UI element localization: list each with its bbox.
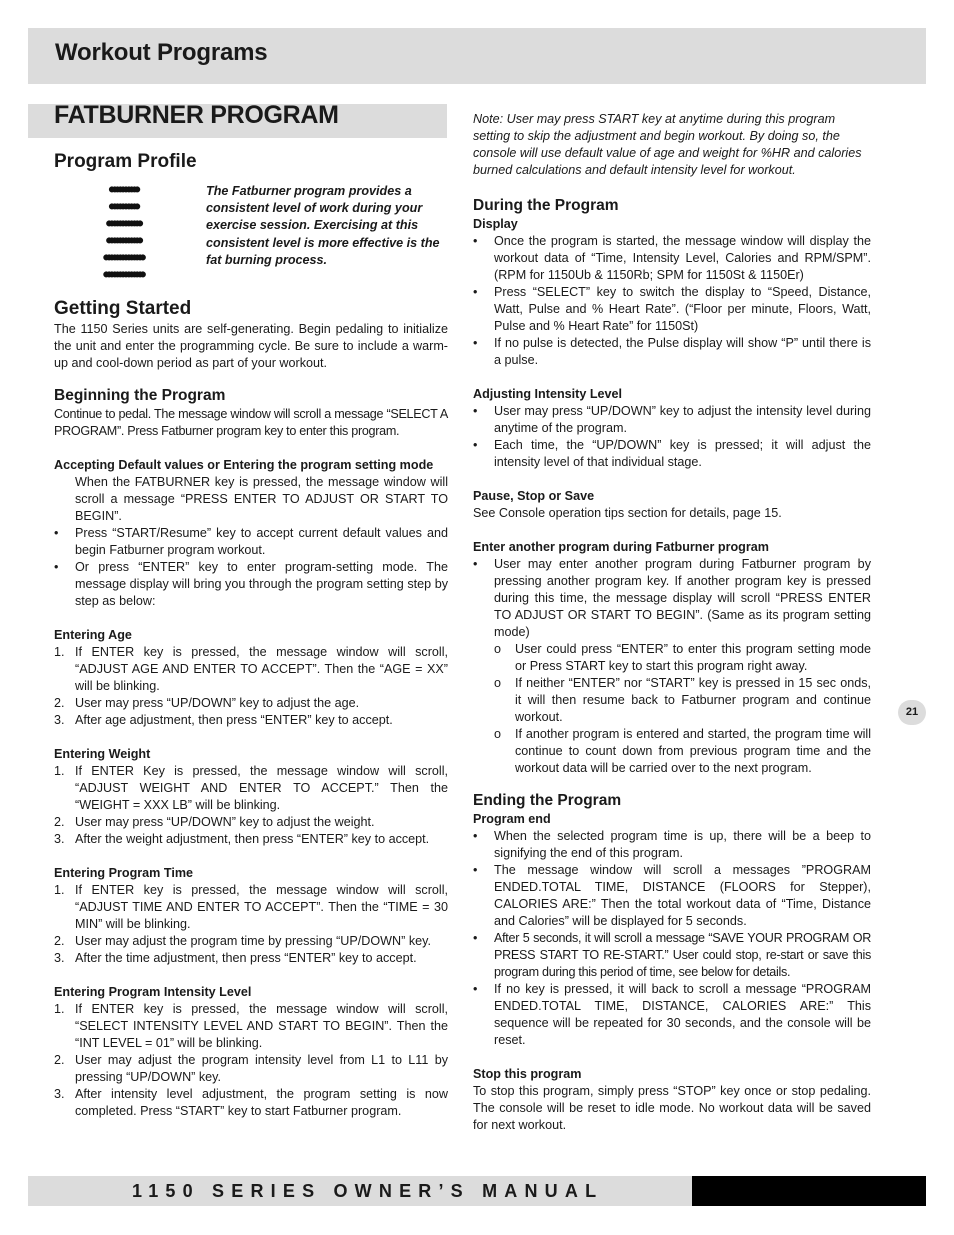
list-item: • After 5 seconds, it will scroll a message “SAVE YOUR PROGRAM OR PRESS START TO RE-START.” User could stop, re-start or save this program during this period of time, see below for details.: [473, 931, 871, 979]
list-item: • If no key is pressed, it will back to scroll a message “PROGRAM ENDED.TOTAL TIME, DISTANCE, CALORIES ARE:” This sequence will be repeated for 30 seconds, and the console will be reset.: [473, 982, 871, 1047]
weight-heading: Entering Weight: [54, 747, 151, 761]
footer-title: 1150 SERIES OWNER’S MANUAL: [132, 1181, 604, 1201]
list-item: 3. After the weight adjustment, then press “ENTER” key to accept.: [54, 832, 430, 846]
program-title-bar: [28, 101, 447, 138]
accepting-list: [54, 525, 448, 610]
beginning-text: Continue to pedal. The message window will scroll a message “SELECT A PROGRAM”. Press Fatburner program key to enter this program.: [54, 407, 448, 438]
beginning-heading: Beginning the Program: [54, 387, 226, 404]
list-item: • Press “SELECT” key to switch the display to “Speed, Distance, Watt, Pulse and % Heart Rate”. (“Floor per minute, Floors, Watt, Pulse and % Heart Rate” for 1150St): [473, 285, 871, 333]
dot-row: ●●●●●●●●●●: [108, 184, 138, 195]
during-heading: During the Program: [473, 197, 619, 214]
list-item: • The message window will scroll a messages ”PROGRAM ENDED.TOTAL TIME, DISTANCE (FLOORS for Stepper), CALORIES ARE:” Then the total workout data of “Time, Distance and Calories” will be displayed for 5 seconds.: [473, 863, 871, 928]
intensity-heading: Entering Program Intensity Level: [54, 985, 252, 999]
list-item: • Press “START/Resume” key to accept current default values and begin Fatburner program workout.: [54, 526, 448, 557]
list-item: • Once the program is started, the message window will display the workout data of “Time, Intensity Level, Calories and RPM/SPM”. (RPM for 1150Ub & 1150Rb; SPM for 1150St & 1150Er): [473, 234, 871, 282]
list-item: • Each time, the “UP/DOWN” key is pressed; it will adjust the intensity level of that individual stage.: [473, 438, 871, 469]
getting-started-text: The 1150 Series units are self-generating. Begin pedaling to initialize the unit and enter the programming cycle. Be sure to include a warm-up and cool-down period as part of your workout.: [54, 322, 448, 370]
age-list: [54, 644, 448, 729]
list-item: • If no pulse is detected, the Pulse display will show “P” until there is a pulse.: [473, 336, 871, 367]
page-title: Workout Programs: [55, 39, 268, 66]
list-item: 2. User may adjust the program intensity level from L1 to L11 by pressing “UP/DOWN” key.: [54, 1053, 448, 1084]
list-item: 2. User may adjust the program time by pressing “UP/DOWN” key.: [54, 934, 431, 948]
pause-text: See Console operation tips section for details, page 15.: [473, 506, 782, 520]
list-item: o If neither “ENTER” nor “START” key is pressed in 15 sec onds, it will then resume back to Fatburner program and continue workout.: [494, 676, 871, 724]
program-end-heading: Program end: [473, 812, 551, 826]
list-item: • When the selected program time is up, there will be a beep to signifying the end of this program.: [473, 829, 871, 860]
age-heading: Entering Age: [54, 628, 132, 642]
left-column: [54, 101, 448, 1120]
dot-row: ●●●●●●●●●●●●●●: [103, 269, 143, 280]
time-heading: Entering Program Time: [54, 866, 194, 880]
accepting-intro: When the FATBURNER key is pressed, the message window will scroll a message “PRESS ENTER TO ADJUST OR START TO BEGIN”.: [75, 475, 448, 523]
pause-heading: Pause, Stop or Save: [473, 489, 595, 503]
program-title: FATBURNER PROGRAM: [54, 101, 339, 129]
profile-description: The Fatburner program provides a consistent level of work during your exercise session. Exercising at this consistent level is more effective is the fat burning process.: [206, 184, 440, 267]
list-item: 3. After age adjustment, then press “ENTER” key to accept.: [54, 713, 393, 727]
list-item: 2. User may press “UP/DOWN” key to adjust the weight.: [54, 815, 375, 829]
weight-list: [54, 763, 448, 848]
profile-dot-graph: [54, 180, 192, 283]
another-program-heading: Enter another program during Fatburner program: [473, 540, 769, 554]
note-text: Note: User may press START key at anytime during this program setting to skip the adjustment and begin workout. By doing so, the console will use default value of age and weight for %HR and calories burned calculations and default intensity level for workout.: [473, 112, 862, 177]
list-item: • User may press “UP/DOWN” key to adjust the intensity level during anytime of the program.: [473, 404, 871, 435]
footer-bar: [28, 1176, 926, 1206]
list-item: • User may enter another program during Fatburner program by pressing another program key. If another program key is pressed during this time, the message display will scroll “PRESS ENTER TO ADJUST OR START TO BEGIN”. (Same as its program setting mode): [473, 557, 871, 639]
list-item: 1. If ENTER key is pressed, the message window will scroll, “SELECT INTENSITY LEVEL AND START TO BEGIN”. Then the “INT LEVEL = 01” will be blinking.: [54, 1002, 448, 1050]
intensity-list: [54, 1001, 448, 1120]
list-item: • Or press “ENTER” key to enter program-setting mode. The message display will bring you through the program setting step by step as below:: [54, 560, 448, 608]
list-item: 3. After the time adjustment, then press “ENTER” key to accept.: [54, 951, 417, 965]
list-item: o If another program is entered and started, the program time will continue to count down from previous program time and the workout data will be carried over to the next program.: [494, 727, 871, 775]
adjusting-heading: Adjusting Intensity Level: [473, 387, 623, 401]
page-number-badge: 21: [898, 700, 926, 725]
ending-heading: Ending the Program: [473, 792, 622, 809]
dot-row: ●●●●●●●●●●●●: [106, 218, 140, 229]
right-column: [473, 111, 871, 1134]
time-list: [54, 882, 448, 967]
stop-heading: Stop this program: [473, 1067, 582, 1081]
stop-text: To stop this program, simply press “STOP” key once or stop pedaling. The console will be reset to idle mode. No workout data will be saved for next workout.: [473, 1084, 871, 1132]
display-heading: Display: [473, 217, 518, 231]
profile-heading: Program Profile: [54, 151, 197, 172]
list-item: 1. If ENTER key is pressed, the message window will scroll, “ADJUST TIME AND ENTER TO ACCEPT”. Then the “TIME = 30 MIN” will be blinking.: [54, 883, 448, 931]
footer-black-block: [692, 1176, 926, 1206]
header-bar: [28, 28, 926, 84]
list-item: 2. User may press “UP/DOWN” key to adjust the age.: [54, 696, 360, 710]
display-list: [473, 233, 871, 369]
adjusting-list: [473, 403, 871, 471]
list-item: 1. If ENTER Key is pressed, the message window will scroll, “ADJUST WEIGHT AND ENTER TO ACCEPT.” Then the “WEIGHT = XXX LB” will be blinking.: [54, 764, 448, 812]
program-profile: [54, 180, 448, 283]
program-end-list: [473, 828, 871, 1049]
dot-row: ●●●●●●●●●●●●●●: [103, 252, 143, 263]
dot-row: ●●●●●●●●●●●●: [106, 235, 140, 246]
list-item: 1. If ENTER key is pressed, the message window will scroll, “ADJUST AGE AND ENTER TO ACCEPT”. Then the “AGE = XX” will be blinking.: [54, 645, 448, 693]
dot-row: ●●●●●●●●●●: [108, 201, 138, 212]
getting-started-heading: Getting Started: [54, 298, 192, 319]
list-item: 3. After intensity level adjustment, the program setting is now completed. Press “START” key to start Fatburner program.: [54, 1087, 448, 1118]
list-item: o User could press “ENTER” to enter this program setting mode or Press START key to start this program right away.: [494, 642, 871, 673]
accepting-heading: Accepting Default values or Entering the program setting mode: [54, 458, 434, 472]
another-program-list: [473, 556, 871, 777]
